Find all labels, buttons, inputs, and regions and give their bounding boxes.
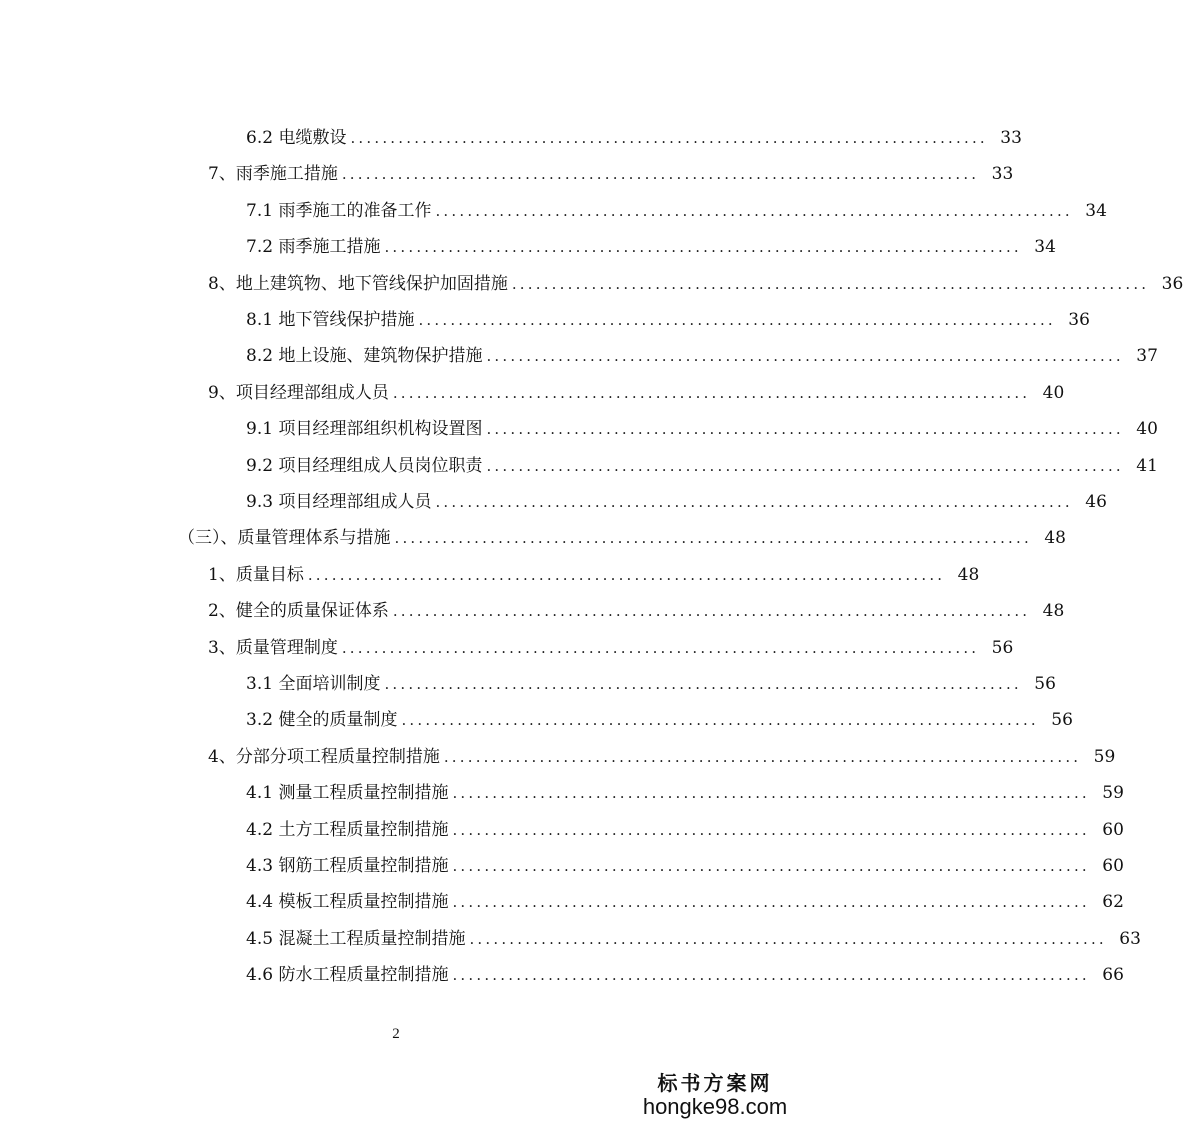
toc-entry-title: 2、健全的质量保证体系 <box>208 601 389 622</box>
toc-entry[interactable] <box>246 666 1056 702</box>
toc-entry[interactable] <box>208 593 1065 629</box>
toc-entry-page: 40 <box>1042 382 1065 403</box>
toc-leader-dots: ................................................................................ <box>435 493 1073 511</box>
toc-entry-title: 3、质量管理制度 <box>208 637 338 658</box>
toc-entry[interactable] <box>246 229 1056 265</box>
toc-entry-page: 48 <box>957 564 980 585</box>
toc-entry-page: 37 <box>1136 346 1158 367</box>
toc-leader-dots: ................................................................................ <box>452 784 1090 803</box>
toc-leader-dots: ................................................................................ <box>452 857 1090 875</box>
toc-entry-title: 4.2 土方工程质量控制措施 <box>246 819 449 840</box>
watermark-name: 标书方案网 <box>657 1071 773 1095</box>
toc-leader-dots: ................................................................................ <box>350 129 988 147</box>
toc-entry[interactable] <box>208 156 1014 192</box>
toc-entry-title: 4.3 钢筋工程质量控制措施 <box>246 856 449 876</box>
toc-entry-title: 8.1 地下管线保护措施 <box>246 310 415 330</box>
toc-entry-page: 48 <box>1044 528 1066 549</box>
toc-entry[interactable] <box>246 120 1022 156</box>
page-number: 2 <box>392 1026 400 1042</box>
toc-leader-dots: ................................................................................ <box>443 747 1082 766</box>
toc-leader-dots: ................................................................................ <box>418 311 1056 329</box>
toc-entry-title: 4.5 混凝土工程质量控制措施 <box>246 928 466 949</box>
toc-entry[interactable] <box>208 630 1014 666</box>
toc-entry-title: 3.2 健全的质量制度 <box>246 710 398 731</box>
watermark-url: hongke98.com <box>642 1094 788 1119</box>
toc-leader-dots: ................................................................................ <box>401 711 1039 730</box>
toc-entry-page: 33 <box>991 164 1014 185</box>
toc-entry-title: 3.1 全面培训制度 <box>246 674 381 694</box>
toc-entry-page: 40 <box>1136 419 1158 440</box>
toc-entry-page: 59 <box>1102 783 1124 804</box>
toc-entry-title: 7、雨季施工措施 <box>208 164 338 185</box>
toc-leader-dots: ................................................................................ <box>452 893 1090 912</box>
toc-leader-dots: ................................................................................ <box>486 456 1124 475</box>
toc-entry-title: 9.2 项目经理组成人员岗位职责 <box>246 455 483 476</box>
toc-leader-dots: ................................................................................ <box>486 420 1124 439</box>
toc-entry[interactable] <box>246 702 1073 738</box>
toc-leader-dots: ................................................................................ <box>392 383 1031 402</box>
toc-entry[interactable] <box>246 848 1124 884</box>
toc-entry[interactable] <box>246 921 1141 957</box>
toc-leader-dots: ................................................................................ <box>511 274 1150 293</box>
toc-leader-dots: ................................................................................ <box>435 201 1073 220</box>
toc-entry-page: 59 <box>1093 746 1116 767</box>
toc-entry-title: 8.2 地上设施、建筑物保护措施 <box>246 346 483 367</box>
toc-entry-page: 60 <box>1102 856 1124 876</box>
toc-entry-page: 41 <box>1136 455 1158 476</box>
toc-entry-page: 34 <box>1085 200 1107 221</box>
toc-entry-page: 56 <box>1034 674 1056 694</box>
toc-entry-page: 46 <box>1085 492 1107 512</box>
toc-leader-dots: ................................................................................ <box>341 638 980 657</box>
toc-leader-dots: ................................................................................ <box>392 602 1031 621</box>
watermark-logo <box>640 1067 790 1120</box>
toc-entry[interactable] <box>246 338 1158 374</box>
toc-leader-dots: ................................................................................ <box>384 238 1022 257</box>
toc-leader-dots: ................................................................................ <box>452 966 1090 985</box>
toc-entry-title: 9.1 项目经理部组织机构设置图 <box>246 419 483 440</box>
toc-entry[interactable] <box>208 739 1116 775</box>
toc-entry-page: 48 <box>1042 601 1065 622</box>
toc-entry[interactable] <box>246 411 1158 447</box>
toc-leader-dots: ................................................................................ <box>341 165 980 184</box>
toc-entry-title: 9.3 项目经理部组成人员 <box>246 492 432 512</box>
toc-entry-page: 62 <box>1102 892 1124 913</box>
toc-entry-title: 4、分部分项工程质量控制措施 <box>208 746 440 767</box>
toc-entry-title: 6.2 电缆敷设 <box>246 128 347 148</box>
toc-entry-title: 1、质量目标 <box>208 564 304 585</box>
toc-entry-title: （三）、质量管理体系与措施 <box>178 528 391 549</box>
toc-leader-dots: ................................................................................ <box>469 929 1107 948</box>
toc-entry-page: 66 <box>1102 965 1124 986</box>
toc-entry-title: 8、地上建筑物、地下管线保护加固措施 <box>208 273 508 294</box>
toc-leader-dots: ................................................................................ <box>452 820 1090 839</box>
toc-entry-title: 7.2 雨季施工措施 <box>246 237 381 258</box>
toc-entry-page: 34 <box>1034 237 1056 258</box>
toc-entry[interactable] <box>208 266 1183 302</box>
toc-entry-page: 56 <box>1051 710 1073 731</box>
toc-entry-title: 4.4 模板工程质量控制措施 <box>246 892 449 913</box>
toc-leader-dots: ................................................................................ <box>486 347 1124 366</box>
toc-entry-page: 36 <box>1161 273 1183 294</box>
toc-entry[interactable] <box>246 812 1124 848</box>
toc-entry-title: 7.1 雨季施工的准备工作 <box>246 200 432 221</box>
toc-entry[interactable] <box>208 375 1065 411</box>
toc-entry-title: 9、项目经理部组成人员 <box>208 382 389 403</box>
toc-entry[interactable] <box>246 884 1124 920</box>
toc-entry[interactable] <box>246 484 1107 520</box>
toc-entry[interactable] <box>246 193 1107 229</box>
toc-entry-title: 4.6 防水工程质量控制措施 <box>246 965 449 986</box>
toc-entry-page: 60 <box>1102 819 1124 840</box>
toc-leader-dots: ................................................................................ <box>307 565 946 584</box>
toc-entry[interactable] <box>246 957 1124 993</box>
toc-entry[interactable] <box>246 302 1090 338</box>
toc-leader-dots: ................................................................................ <box>384 675 1022 693</box>
toc-entry[interactable] <box>208 557 980 593</box>
toc-entry[interactable] <box>246 775 1124 811</box>
toc-entry-page: 33 <box>1000 128 1022 148</box>
toc-entry[interactable] <box>178 520 1066 556</box>
toc-entry-page: 63 <box>1119 928 1141 949</box>
toc-entry[interactable] <box>246 448 1158 484</box>
toc-entry-page: 36 <box>1068 310 1090 330</box>
toc-leader-dots: ................................................................................ <box>394 529 1032 548</box>
toc-entry-page: 56 <box>991 637 1014 658</box>
toc-entry-title: 4.1 测量工程质量控制措施 <box>246 783 449 804</box>
